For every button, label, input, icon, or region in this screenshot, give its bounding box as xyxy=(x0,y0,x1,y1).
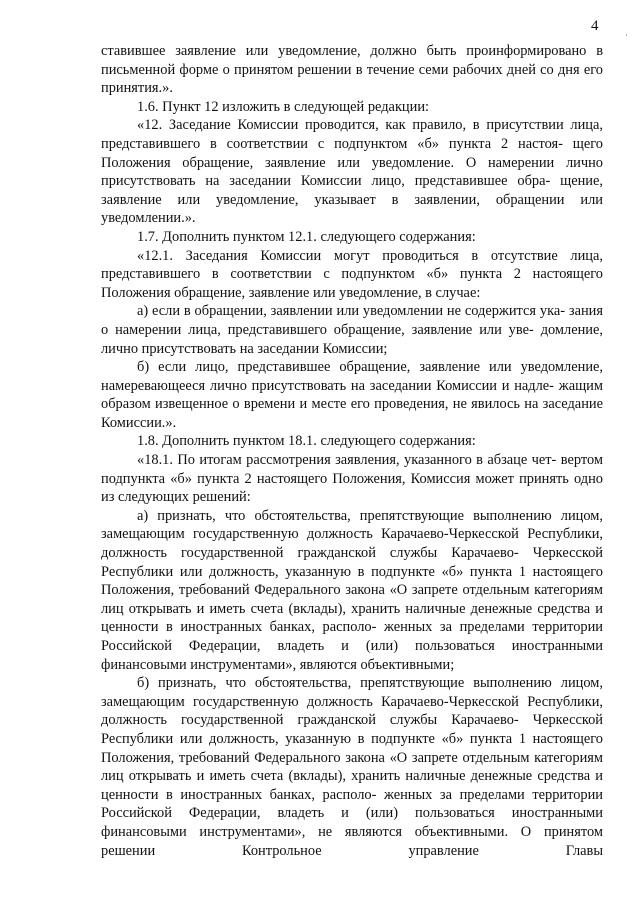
paragraph-12-1-a: а) если в обращении, заявлении или уведомлении не содержится ука- зания о намерении лица, представившего обращение, заявление или уве- домление, лично присутствовать на заседании Комиссии; xyxy=(101,303,603,357)
page-number: 4 xyxy=(591,18,599,34)
scan-mark: · xyxy=(625,30,628,40)
body-text xyxy=(101,42,603,860)
paragraph-1-7: 1.7. Дополнить пунктом 12.1. следующего содержания: xyxy=(137,228,476,245)
paragraph-1-8: 1.8. Дополнить пунктом 18.1. следующего содержания: xyxy=(137,433,476,450)
paragraph-12: «12. Заседание Комиссии проводится, как правило, в присутствии лица, представившего в соответствии с подпунктом «б» пункта 2 настоя- щего Положения обращение, заявление или уведомление. О намерении лично присутствовать на заседании Комиссии лицо, представившее обра- щение, заявление или уведомление, указывает в заявлении, обращении или уведомлении.». xyxy=(101,117,603,227)
paragraph-18-1-b: б) признать, что обстоятельства, препятствующие выполнению лицом, замещающим государственную должность Карачаево-Черкесской Республики, должность государственной гражданской службы Карачаево- Черкесской Республики или должность, указанную в подпункте «б» пункта 1 настоящего Положения, требований Федерального закона «О запрете отдельным категориям лиц открывать и иметь счета (вклады), хранить наличные денежные средства и ценности в иностранных банках, располо- женных за пределами территории Российской Федерации, владеть и (или) пользоваться иностранными финансовыми инструментами», не являются объективными. О принятом решении Контрольное управление Главы xyxy=(101,675,603,859)
paragraph-12-1-b: б) если лицо, представившее обращение, заявление или уведомление, намеревающееся лично присутствовать на заседании Комиссии и надле- жащим образом извещенное о времени и месте его проведения, не явилось на заседание Комиссии.». xyxy=(101,359,603,431)
paragraph-continuation: ставившее заявление или уведомление, должно быть проинформировано в письменной форме о принятом решении в течение семи рабочих дней со дня его принятия.». xyxy=(101,43,603,97)
paragraph-18-1-a: а) признать, что обстоятельства, препятствующие выполнению лицом, замещающим государственную должность Карачаево-Черкесской Республики, должность государственной гражданской службы Карачаево- Черкесской Республики или должность, указанную в подпункте «б» пункта 1 настоящего Положения, требований Федерального закона «О запрете отдельным категориям лиц открывать и иметь счета (вклады), хранить наличные денежные средства и ценности в иностранных банках, располо- женных за пределами территории Российской Федерации, владеть и (или) пользоваться иностранными финансовыми инструментами», являются объективными; xyxy=(101,507,603,673)
paragraph-1-6: 1.6. Пункт 12 изложить в следующей редакции: xyxy=(137,98,430,115)
paragraph-12-1: «12.1. Заседания Комиссии могут проводиться в отсутствие лица, представившего в соответствии с подпунктом «б» пункта 2 настоящего Положения обращение, заявление или уведомление, в случае: xyxy=(101,247,603,301)
paragraph-18-1: «18.1. По итогам рассмотрения заявления, указанного в абзаце чет- вертом подпункта «б» пункта 2 настоящего Положения, Комиссия может принять одно из следующих решений: xyxy=(101,452,603,506)
